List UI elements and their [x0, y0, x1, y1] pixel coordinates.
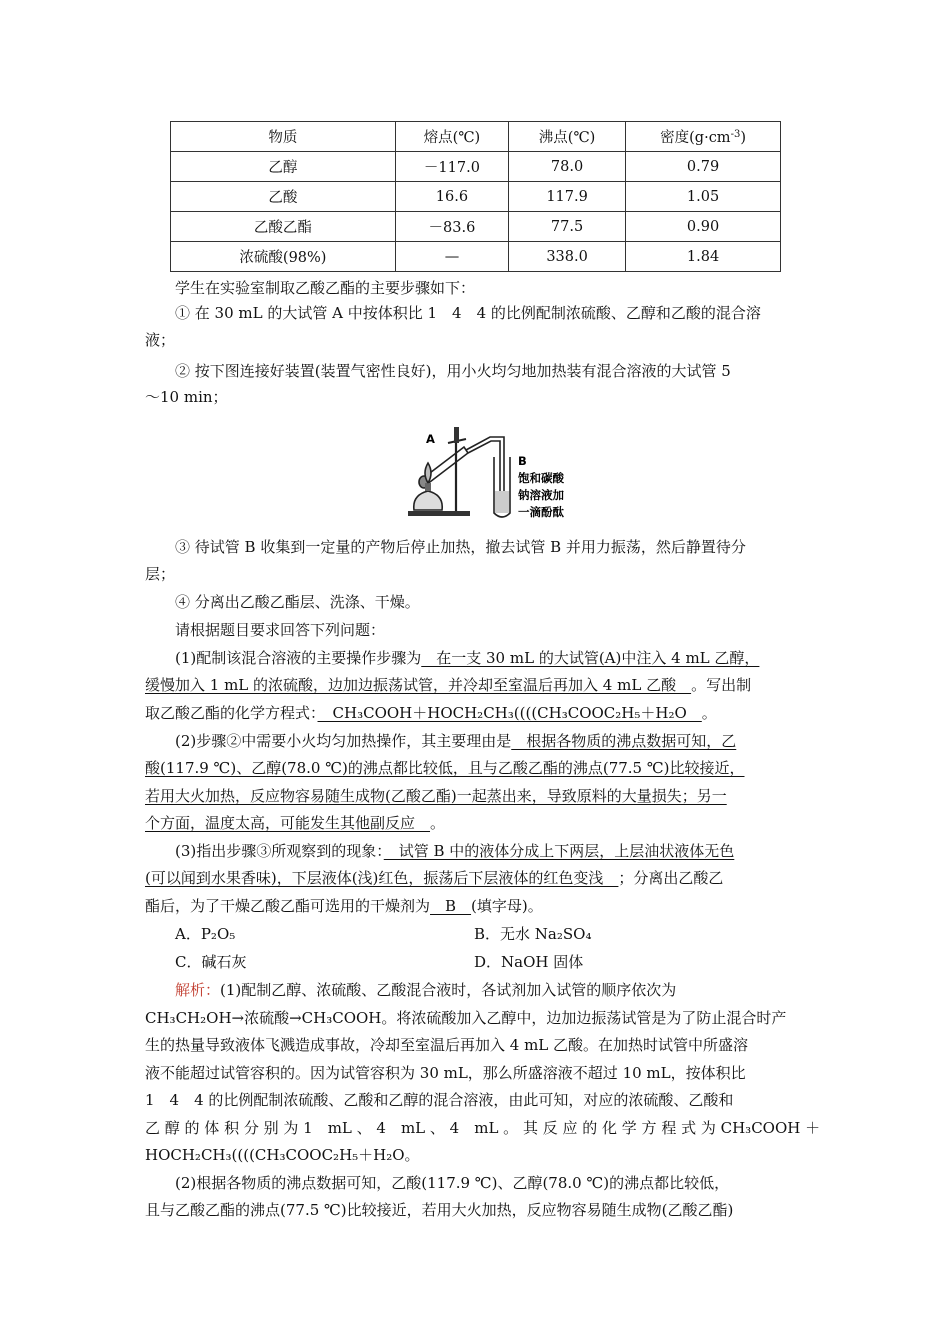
- table-cell: 0.79: [626, 152, 781, 182]
- analysis-line9: 且与乙酸乙酯的沸点(77.5 ℃)比较接近，若用大火加热，反应物容易随生成物(乙酸乙酯): [145, 1201, 734, 1219]
- step3-line1: ③ 待试管 B 收集到一定量的产物后停止加热，撤去试管 B 并用力振荡，然后静置待分: [175, 538, 746, 556]
- table-cell: 乙酸乙酯: [171, 212, 396, 242]
- table-header-row: [171, 122, 781, 152]
- table-cell: －83.6: [395, 212, 508, 242]
- table-row: [171, 242, 781, 272]
- table-cell: 338.0: [509, 242, 626, 272]
- option-b: B．无水 Na₂SO₄: [474, 925, 592, 943]
- table-cell: —: [395, 242, 508, 272]
- q3-line2: (可以闻到水果香味)，下层液体(浅)红色，振荡后下层液体的红色变浅 ；分离出乙酸乙: [145, 869, 724, 887]
- table-cell: 乙酸: [171, 182, 396, 212]
- equation: CH₃COOH＋HOCH₂CH₃((((CH₃COOC₂H₅＋H₂O: [317, 704, 702, 722]
- table-cell: 0.90: [626, 212, 781, 242]
- ask-text: 请根据题目要求回答下列问题：: [175, 621, 386, 639]
- analysis-line3: 生的热量导致液体飞溅造成事故，冷却至室温后再加入 4 mL 乙酸。在加热时试管中所盛溶: [145, 1036, 749, 1054]
- analysis-line8: (2)根据各物质的沸点数据可知，乙酸(117.9 ℃)、乙醇(78.0 ℃)的沸点都比较低，: [175, 1174, 730, 1192]
- table-cell: 16.6: [395, 182, 508, 212]
- step4-text: ④ 分离出乙酸乙酯层、洗涤、干燥。: [175, 593, 420, 611]
- q2-line3: 若用大火加热，反应物容易随生成物(乙酸乙酯)一起蒸出来，导致原料的大量损失；另一: [145, 787, 727, 805]
- q3-answer: B: [430, 897, 472, 915]
- q2-line2: 酸(117.9 ℃)、乙醇(78.0 ℃)的沸点都比较低，且与乙酸乙酯的沸点(77.5 ℃)比较接近，: [145, 759, 745, 777]
- table-cell: 1.05: [626, 182, 781, 212]
- caption-line3: 一滴酚酞: [518, 505, 564, 519]
- q1-line2: 缓慢加入 1 mL 的浓硫酸，边加边振荡试管，并冷却至室温后再加入 4 mL 乙酸 。写出制: [145, 676, 752, 694]
- table-row: [171, 212, 781, 242]
- analysis-line4: 液不能超过试管容积的。因为试管容积为 30 mL，那么所盛溶液不超过 10 mL，按体积比: [145, 1064, 746, 1082]
- q1-line1: (1)配制该混合溶液的主要操作步骤为 在一支 30 mL 的大试管(A)中注入 4 mL 乙醇，: [175, 649, 760, 667]
- header-melting: 熔点(℃): [395, 122, 508, 152]
- table-cell: 浓硫酸(98%): [171, 242, 396, 272]
- table-cell: 117.9: [509, 182, 626, 212]
- analysis-line1: 解析：(1)配制乙醇、浓硫酸、乙酸混合液时，各试剂加入试管的顺序依次为: [175, 981, 677, 999]
- step2-line1: ② 按下图连接好装置(装置气密性良好)，用小火均匀地加热装有混合溶液的大试管 5: [175, 362, 731, 380]
- q3-line1: (3)指出步骤③所观察到的现象： 试管 B 中的液体分成上下两层，上层油状液体无色: [175, 842, 735, 860]
- table-cell: －117.0: [395, 152, 508, 182]
- properties-table: [170, 121, 781, 272]
- analysis-line6: 乙 醇 的 体 积 分 别 为 1 mL 、 4 mL 、 4 mL 。 其 反 应 的 化 学 方 程 式 为 CH₃COOH ＋: [145, 1119, 821, 1137]
- analysis-line7: HOCH₂CH₃((((CH₃COOC₂H₅＋H₂O。: [145, 1146, 420, 1164]
- label-a: A: [426, 432, 435, 446]
- step3-line2: 层；: [145, 565, 176, 583]
- step1-line2: 液；: [145, 331, 176, 349]
- step1-line1: ① 在 30 mL 的大试管 A 中按体积比 1 4 4 的比例配制浓硫酸、乙醇和乙酸的混合溶: [175, 304, 761, 322]
- intro-text: 学生在实验室制取乙酸乙酯的主要步骤如下：: [175, 279, 476, 297]
- header-boiling: 沸点(℃): [509, 122, 626, 152]
- q1-line3: 取乙酸乙酯的化学方程式： CH₃COOH＋HOCH₂CH₃((((CH₃COOC₂H₅＋H₂O 。: [145, 704, 717, 722]
- q2-line1: (2)步骤②中需要小火均匀加热操作，其主要理由是 根据各物质的沸点数据可知，乙: [175, 732, 737, 750]
- option-c: C．碱石灰: [175, 953, 247, 971]
- header-substance: 物质: [171, 122, 396, 152]
- table-cell: 乙醇: [171, 152, 396, 182]
- table-cell: 78.0: [509, 152, 626, 182]
- option-a: A．P₂O₅: [175, 925, 236, 943]
- q3-line3: 酯后，为了干燥乙酸乙酯可选用的干燥剂为 B (填字母)。: [145, 897, 543, 915]
- apparatus-figure: [404, 417, 596, 521]
- option-d: D．NaOH 固体: [474, 953, 584, 971]
- table-cell: 77.5: [509, 212, 626, 242]
- caption-line1: 饱和碳酸: [518, 471, 564, 485]
- header-density: 密度$(g\cdot cm^{-3})$: [626, 122, 781, 152]
- table-row: [171, 152, 781, 182]
- caption-line2: 钠溶液加: [518, 488, 564, 502]
- table-cell: 1.84: [626, 242, 781, 272]
- analysis-line2: CH₃CH₂OH→浓硫酸→CH₃COOH。将浓硫酸加入乙醇中，边加边振荡试管是为了防止混合时产: [145, 1009, 787, 1027]
- q1-answer: 在一支 30 mL 的大试管(A)中注入 4 mL 乙醇，: [421, 649, 760, 667]
- label-b: B: [518, 454, 527, 468]
- step2-line2: ～10 min；: [145, 388, 228, 406]
- analysis-line5: 1 4 4 的比例配制浓硫酸、乙酸和乙醇的混合溶液，由此可知，对应的浓硫酸、乙酸和: [145, 1091, 734, 1109]
- table-row: [171, 182, 781, 212]
- q2-line4: 个方面，温度太高，可能发生其他副反应 。: [145, 814, 446, 832]
- analysis-label: 解析：: [175, 981, 221, 999]
